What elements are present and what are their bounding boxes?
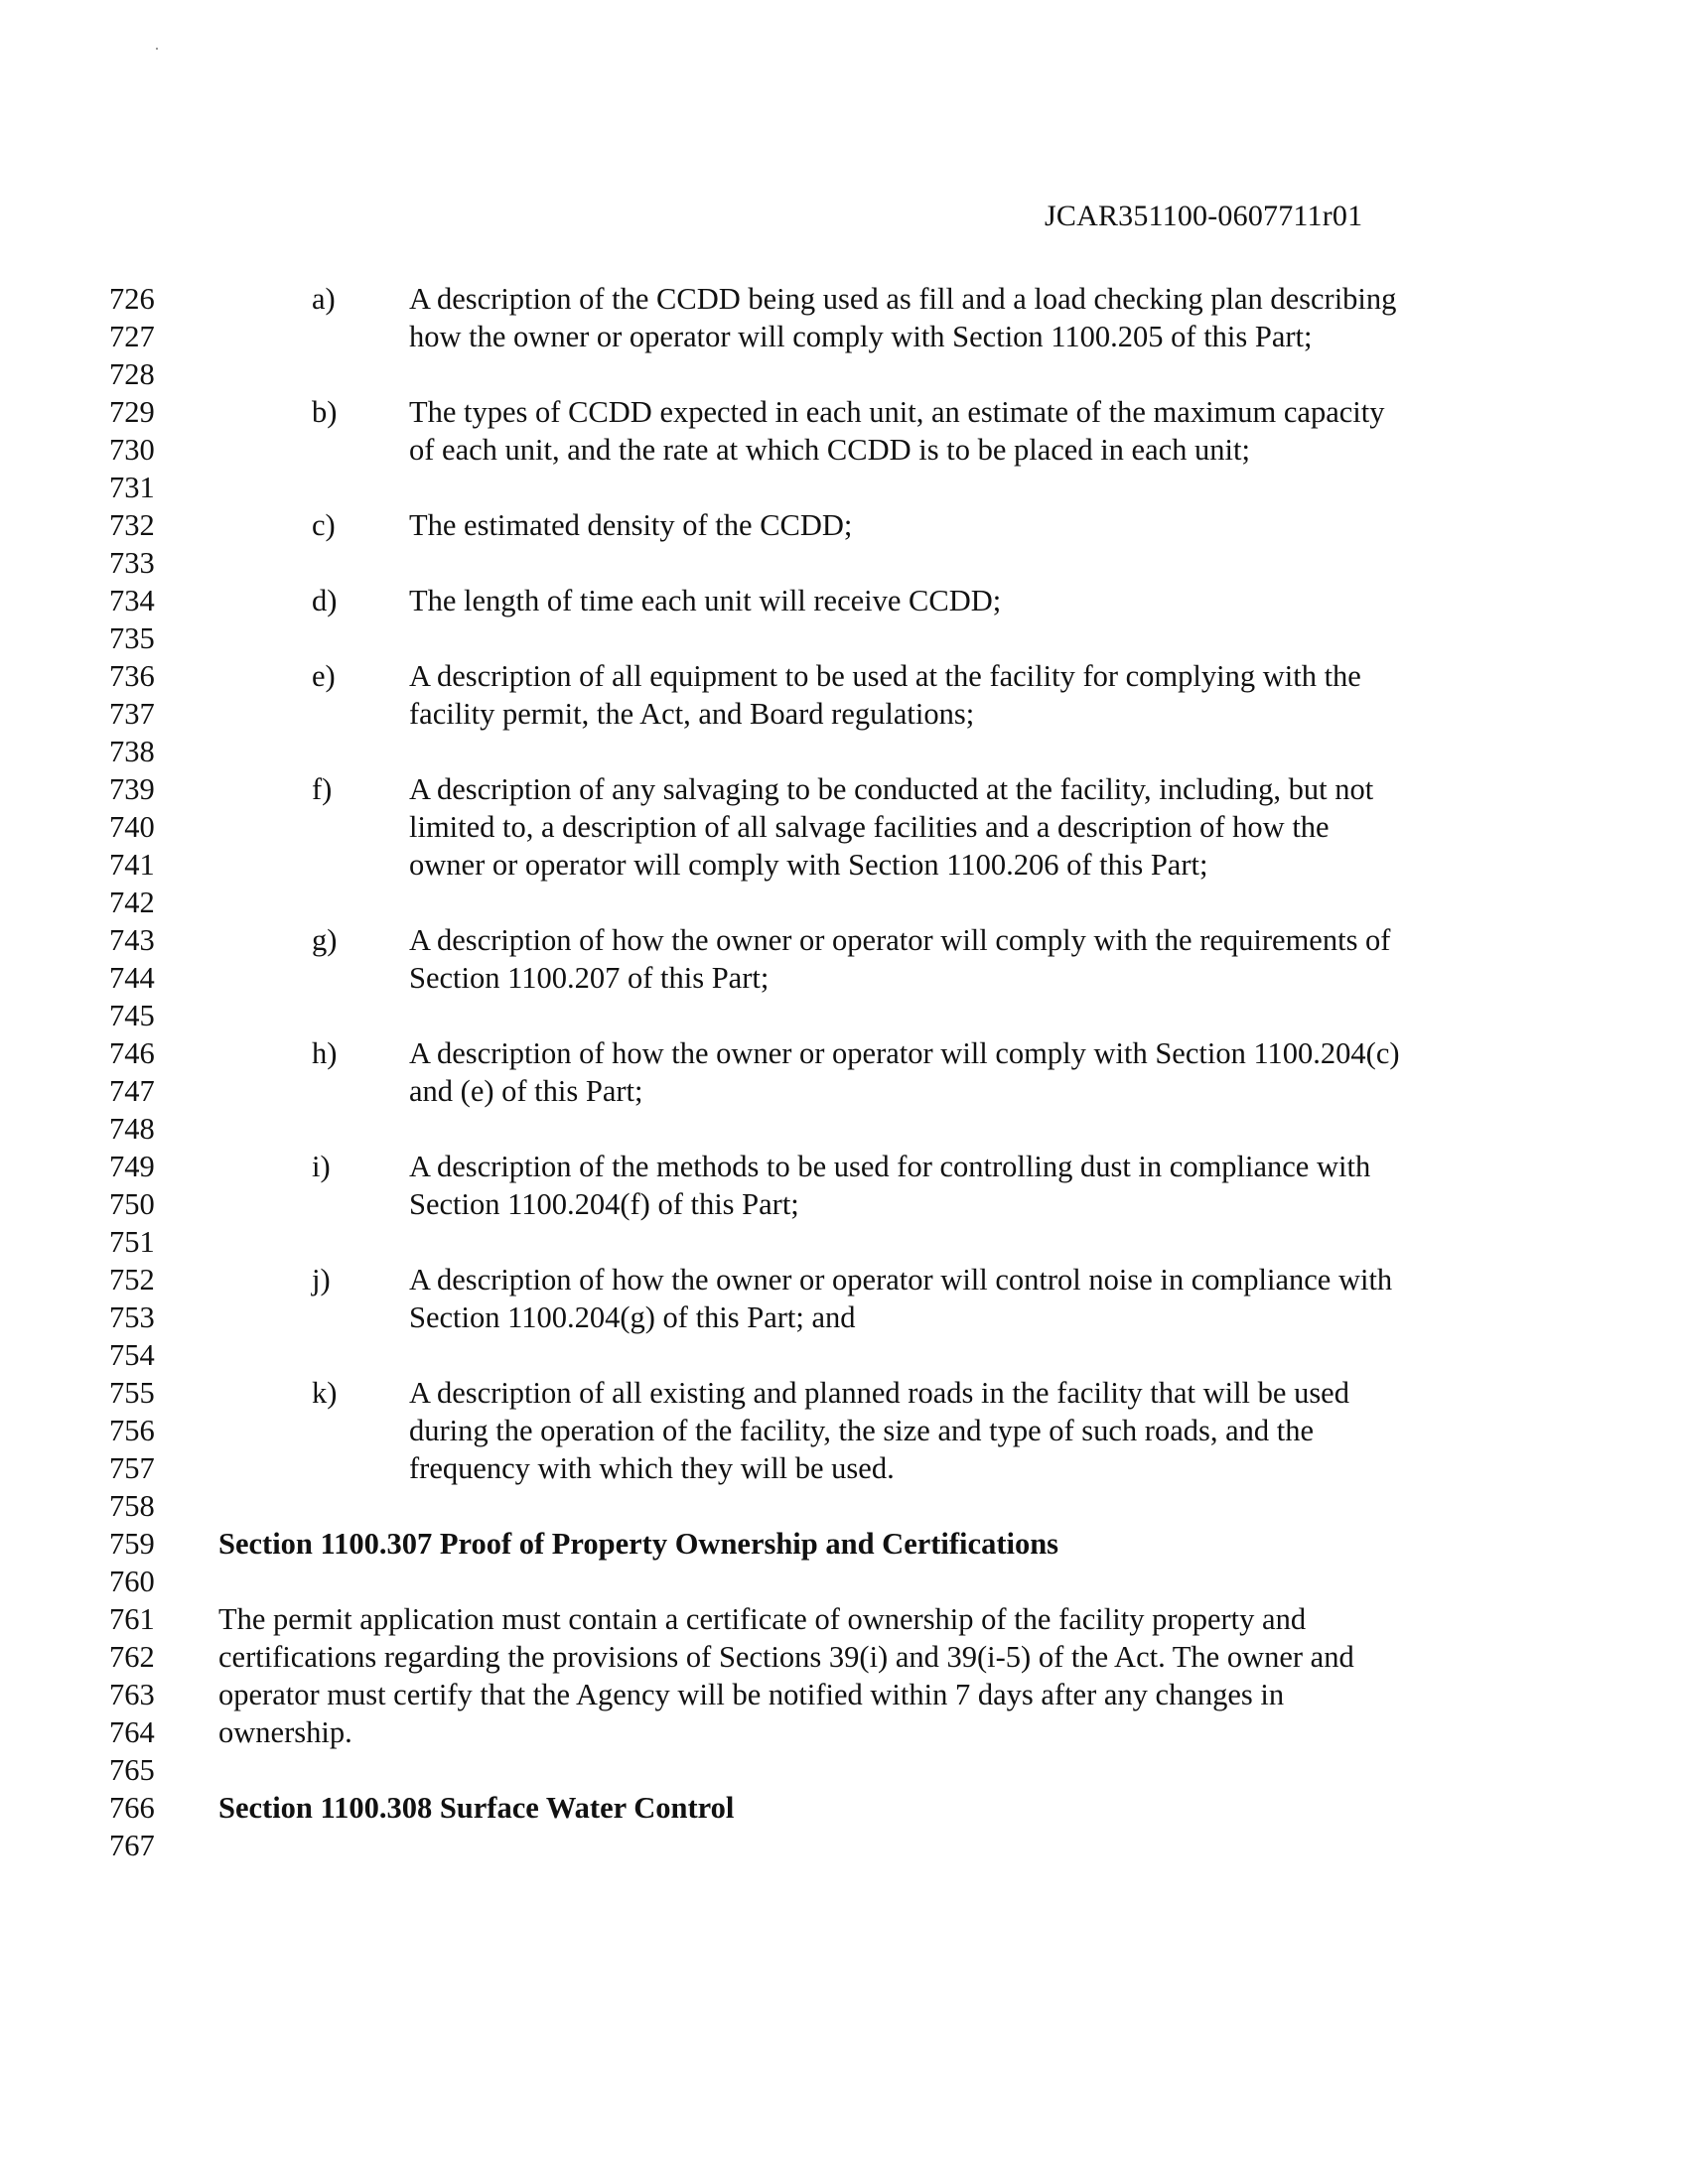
line-745 bbox=[0, 997, 1684, 1034]
line-number: 767 bbox=[109, 1829, 155, 1862]
line-737 bbox=[0, 695, 1684, 733]
line-number: 761 bbox=[109, 1602, 155, 1636]
line-753 bbox=[0, 1298, 1684, 1336]
line-747 bbox=[0, 1072, 1684, 1110]
line-760 bbox=[0, 1563, 1684, 1600]
line-759 bbox=[0, 1525, 1684, 1563]
line-744 bbox=[0, 959, 1684, 997]
line-741 bbox=[0, 846, 1684, 884]
line-756 bbox=[0, 1412, 1684, 1449]
list-item-text: A description of how the owner or operator will comply with the requirements of bbox=[409, 923, 1391, 957]
line-766 bbox=[0, 1789, 1684, 1827]
line-767 bbox=[0, 1827, 1684, 1864]
line-number: 733 bbox=[109, 546, 155, 580]
line-number: 754 bbox=[109, 1338, 155, 1372]
line-752 bbox=[0, 1261, 1684, 1298]
line-738 bbox=[0, 733, 1684, 770]
list-item-text-continued: limited to, a description of all salvage facilities and a description of how the bbox=[409, 810, 1330, 844]
line-742 bbox=[0, 884, 1684, 921]
list-item-text: A description of all existing and planned roads in the facility that will be used bbox=[409, 1376, 1349, 1410]
list-item-text: The estimated density of the CCDD; bbox=[409, 508, 853, 542]
list-item-label: e) bbox=[312, 659, 336, 693]
line-749 bbox=[0, 1148, 1684, 1185]
line-number: 743 bbox=[109, 923, 155, 957]
line-number: 756 bbox=[109, 1414, 155, 1447]
paragraph-text: operator must certify that the Agency will be notified within 7 days after any changes in bbox=[218, 1678, 1285, 1711]
list-item-label: k) bbox=[312, 1376, 338, 1410]
line-number: 765 bbox=[109, 1753, 155, 1787]
line-number: 732 bbox=[109, 508, 155, 542]
line-758 bbox=[0, 1487, 1684, 1525]
line-number: 744 bbox=[109, 961, 155, 995]
line-number: 764 bbox=[109, 1715, 155, 1749]
line-736 bbox=[0, 657, 1684, 695]
line-740 bbox=[0, 808, 1684, 846]
section-heading: Section 1100.307 Proof of Property Ownership and Certifications bbox=[218, 1527, 1059, 1561]
list-item-text-continued: facility permit, the Act, and Board regulations; bbox=[409, 697, 975, 731]
line-number: 766 bbox=[109, 1791, 155, 1825]
line-726 bbox=[0, 280, 1684, 318]
line-number: 762 bbox=[109, 1640, 155, 1674]
line-761 bbox=[0, 1600, 1684, 1638]
line-number: 753 bbox=[109, 1300, 155, 1334]
line-number: 731 bbox=[109, 471, 155, 504]
list-item-text: A description of all equipment to be used at the facility for complying with the bbox=[409, 659, 1361, 693]
line-number: 730 bbox=[109, 433, 155, 467]
paragraph-text: The permit application must contain a certificate of ownership of the facility property and bbox=[218, 1602, 1307, 1636]
list-item-text-continued: Section 1100.204(g) of this Part; and bbox=[409, 1300, 856, 1334]
line-number: 726 bbox=[109, 282, 155, 316]
line-number: 757 bbox=[109, 1451, 155, 1485]
line-number: 763 bbox=[109, 1678, 155, 1711]
line-number: 742 bbox=[109, 886, 155, 919]
list-item-text: A description of any salvaging to be conducted at the facility, including, but not bbox=[409, 772, 1374, 806]
list-item-text-continued: during the operation of the facility, the size and type of such roads, and the bbox=[409, 1414, 1315, 1447]
line-number: 749 bbox=[109, 1150, 155, 1183]
line-number: 751 bbox=[109, 1225, 155, 1259]
line-743 bbox=[0, 921, 1684, 959]
list-item-label: b) bbox=[312, 395, 338, 429]
line-number: 760 bbox=[109, 1565, 155, 1598]
list-item-text: The types of CCDD expected in each unit, an estimate of the maximum capacity bbox=[409, 395, 1385, 429]
list-item-label: g) bbox=[312, 923, 338, 957]
line-735 bbox=[0, 619, 1684, 657]
paragraph-text: certifications regarding the provisions of Sections 39(i) and 39(i-5) of the Act. The owner and bbox=[218, 1640, 1354, 1674]
line-732 bbox=[0, 506, 1684, 544]
list-item-text-continued: owner or operator will comply with Section 1100.206 of this Part; bbox=[409, 848, 1208, 882]
line-730 bbox=[0, 431, 1684, 469]
line-number: 750 bbox=[109, 1187, 155, 1221]
list-item-text: A description of how the owner or operator will comply with Section 1100.204(c) bbox=[409, 1036, 1400, 1070]
list-item-text-continued: Section 1100.204(f) of this Part; bbox=[409, 1187, 799, 1221]
line-763 bbox=[0, 1676, 1684, 1713]
line-757 bbox=[0, 1449, 1684, 1487]
line-number: 755 bbox=[109, 1376, 155, 1410]
line-number: 740 bbox=[109, 810, 155, 844]
scan-speck bbox=[156, 48, 158, 50]
line-number: 737 bbox=[109, 697, 155, 731]
line-728 bbox=[0, 355, 1684, 393]
list-item-label: f) bbox=[312, 772, 333, 806]
line-number: 747 bbox=[109, 1074, 155, 1108]
numbered-lines bbox=[0, 280, 1684, 1864]
line-765 bbox=[0, 1751, 1684, 1789]
line-number: 745 bbox=[109, 999, 155, 1032]
line-number: 759 bbox=[109, 1527, 155, 1561]
line-number: 752 bbox=[109, 1263, 155, 1297]
line-number: 741 bbox=[109, 848, 155, 882]
paragraph-text: ownership. bbox=[218, 1715, 352, 1749]
line-764 bbox=[0, 1713, 1684, 1751]
list-item-label: c) bbox=[312, 508, 336, 542]
line-733 bbox=[0, 544, 1684, 582]
line-number: 734 bbox=[109, 584, 155, 617]
line-750 bbox=[0, 1185, 1684, 1223]
list-item-text-continued: Section 1100.207 of this Part; bbox=[409, 961, 770, 995]
list-item-text: A description of the CCDD being used as fill and a load checking plan describing bbox=[409, 282, 1397, 316]
line-number: 727 bbox=[109, 320, 155, 353]
line-727 bbox=[0, 318, 1684, 355]
line-746 bbox=[0, 1034, 1684, 1072]
line-751 bbox=[0, 1223, 1684, 1261]
line-755 bbox=[0, 1374, 1684, 1412]
list-item-text-continued: of each unit, and the rate at which CCDD is to be placed in each unit; bbox=[409, 433, 1250, 467]
list-item-text-continued: frequency with which they will be used. bbox=[409, 1451, 895, 1485]
list-item-text: The length of time each unit will receive CCDD; bbox=[409, 584, 1002, 617]
line-754 bbox=[0, 1336, 1684, 1374]
list-item-label: a) bbox=[312, 282, 336, 316]
list-item-label: h) bbox=[312, 1036, 338, 1070]
line-731 bbox=[0, 469, 1684, 506]
list-item-text: A description of the methods to be used for controlling dust in compliance with bbox=[409, 1150, 1371, 1183]
list-item-text: A description of how the owner or operator will control noise in compliance with bbox=[409, 1263, 1393, 1297]
line-762 bbox=[0, 1638, 1684, 1676]
line-number: 738 bbox=[109, 735, 155, 768]
line-number: 729 bbox=[109, 395, 155, 429]
list-item-label: j) bbox=[312, 1263, 331, 1297]
line-734 bbox=[0, 582, 1684, 619]
list-item-text-continued: how the owner or operator will comply with Section 1100.205 of this Part; bbox=[409, 320, 1313, 353]
line-number: 736 bbox=[109, 659, 155, 693]
list-item-label: d) bbox=[312, 584, 338, 617]
line-number: 735 bbox=[109, 621, 155, 655]
line-number: 758 bbox=[109, 1489, 155, 1523]
line-739 bbox=[0, 770, 1684, 808]
list-item-label: i) bbox=[312, 1150, 331, 1183]
line-number: 746 bbox=[109, 1036, 155, 1070]
list-item-text-continued: and (e) of this Part; bbox=[409, 1074, 643, 1108]
section-heading: Section 1100.308 Surface Water Control bbox=[218, 1791, 735, 1825]
line-number: 739 bbox=[109, 772, 155, 806]
line-748 bbox=[0, 1110, 1684, 1148]
line-729 bbox=[0, 393, 1684, 431]
line-number: 728 bbox=[109, 357, 155, 391]
document-id: JCAR351100-0607711r01 bbox=[1045, 200, 1363, 232]
line-number: 748 bbox=[109, 1112, 155, 1146]
